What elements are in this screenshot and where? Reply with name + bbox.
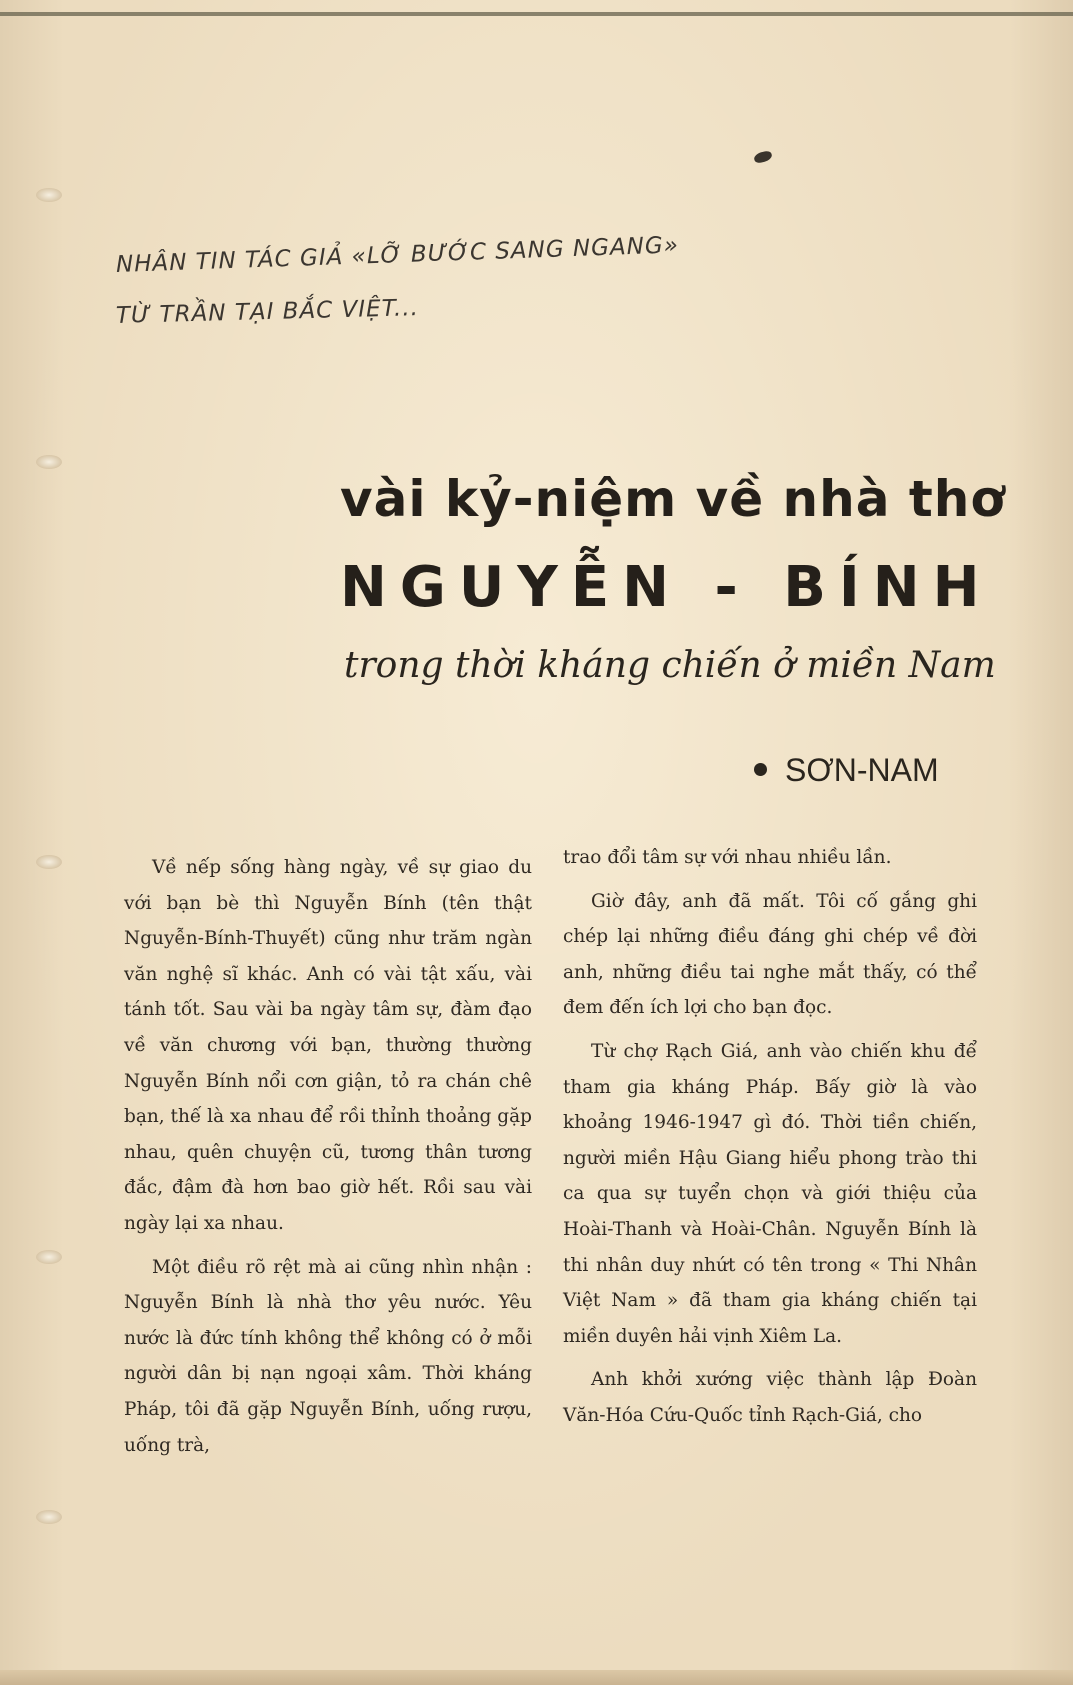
binding-hole-5 (36, 1510, 62, 1524)
author-byline (754, 752, 939, 789)
paragraph-continuation: trao đổi tâm sự với nhau nhiều lần. (563, 847, 892, 868)
article-title-line-2: NGUYỄN - BÍNH (340, 555, 993, 620)
kicker-line-1: NHÂN TIN TÁC GIẢ «LỠ BƯỚC SANG NGANG» (115, 232, 680, 278)
bullet-icon (754, 763, 767, 776)
paragraph: Về nếp sống hàng ngày, về sự giao du với bạn bè thì Nguyễn Bính (tên thật Nguyễn-Bính-Thuyết) cũng như trăm ngàn văn nghệ sĩ khác. Anh có vài tật xấu, vài tánh tốt. Sau vài ba ngày tâm sự, đàm đạo về văn chương với bạn, thường thường Nguyễn Bính nổi cơn giận, tỏ ra chán chê bạn, thế là xa nhau để rồi thỉnh thoảng gặp nhau, quên chuyện cũ, tương thân tương đắc, đậm đà hơn bao giờ hết. Rồi sau vài ngày lại xa nhau. (124, 857, 532, 1234)
article-title-line-1: vài kỷ-niệm về nhà thơ (340, 470, 1006, 528)
binding-hole-3 (36, 855, 62, 869)
paragraph: Một điều rõ rệt mà ai cũng nhìn nhận : Nguyễn Bính là nhà thơ yêu nước. Yêu nước là đức tính không thể không có ở mỗi người dân bị nạn ngoại xâm. Thời kháng Pháp, tôi đã gặp Nguyễn Bính, uống rượu, uống trà, (124, 1256, 532, 1456)
page-bottom-edge (0, 1670, 1073, 1685)
paragraph: Giờ đây, anh đã mất. Tôi cố gắng ghi chép lại những điều đáng ghi chép về đời anh, những điều tai nghe mắt thấy, có thể đem đến ích lợi cho bạn đọc. (563, 890, 977, 1019)
paragraph: Anh khởi xướng việc thành lập Đoàn Văn-Hóa Cứu-Quốc tỉnh Rạch-Giá, cho (563, 1369, 977, 1426)
body-column-right (563, 840, 977, 1434)
author-name: SƠN-NAM (785, 752, 939, 788)
ornament-mark (753, 150, 773, 164)
binding-hole-1 (36, 188, 62, 202)
top-border-rule (0, 12, 1073, 16)
binding-hole-2 (36, 455, 62, 469)
body-column-left (124, 850, 532, 1463)
kicker-line-2: TỪ TRẦN TẠI BẮC VIỆT... (115, 295, 420, 329)
article-subtitle: trong thời kháng chiến ở miền Nam (344, 645, 996, 686)
binding-hole-4 (36, 1250, 62, 1264)
paragraph: Từ chợ Rạch Giá, anh vào chiến khu để tham gia kháng Pháp. Bấy giờ là vào khoảng 1946-1947 gì đó. Thời tiền chiến, người miền Hậu Giang hiểu phong trào thi ca qua sự tuyển chọn và giới thiệu của Hoài-Thanh và Hoài-Chân. Nguyễn Bính là thi nhân duy nhứt có tên trong « Thi Nhân Việt Nam » đã tham gia kháng chiến tại miền duyên hải vịnh Xiêm La. (563, 1040, 977, 1347)
